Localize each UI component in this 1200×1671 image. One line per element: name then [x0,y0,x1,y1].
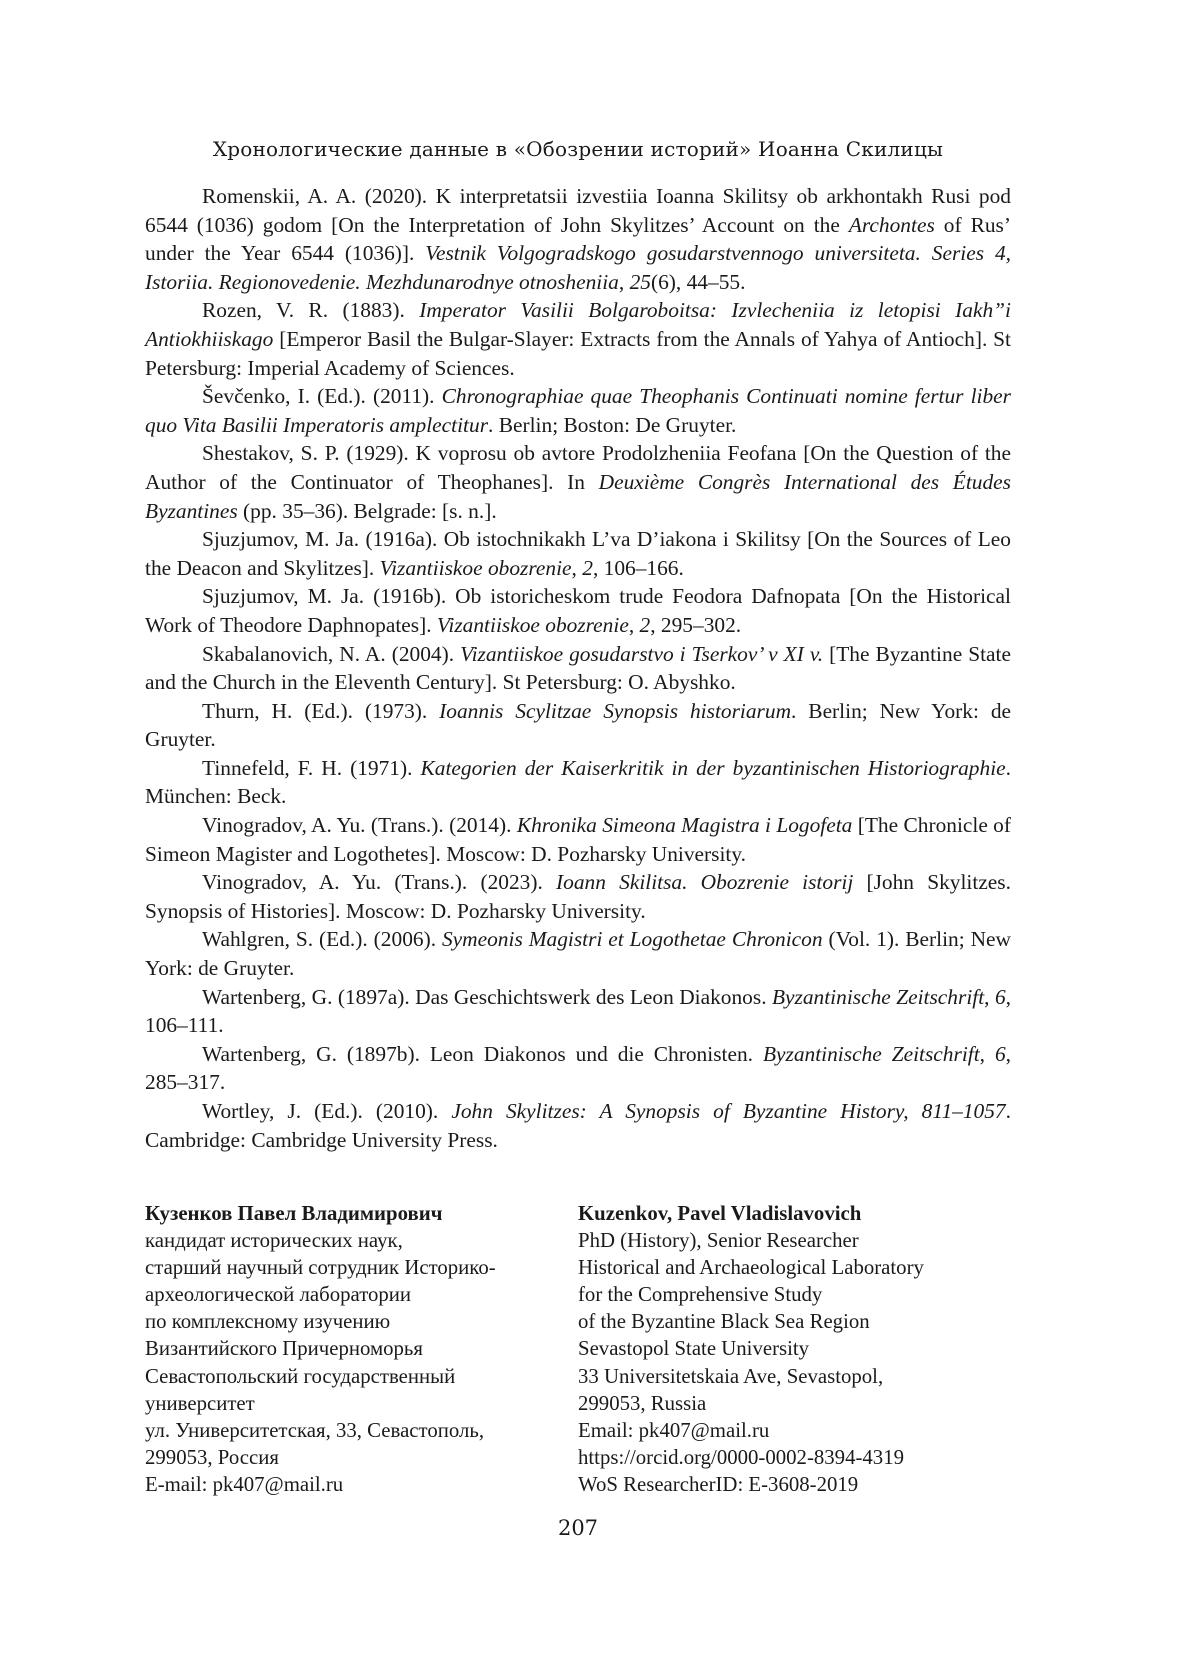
ref-text: Vinogradov, A. Yu. (Trans.). (2014). [202,813,517,838]
reference-entry [145,582,1011,639]
reference-entry [145,1097,1011,1154]
ref-text: Rozen, V. R. (1883). [202,298,420,323]
ref-text: [Emperor Basil the Bulgar-Slayer: Extracts from the Annals of Yahya of Antioch]. St Petersburg: Imperial Academy of Sciences. [145,326,1011,380]
ref-italic: 6 [994,984,1006,1009]
ref-text: of Rus’ under the Year 6544 (1036)]. [145,212,1011,266]
ref-text: Thurn, H. (Ed.). (1973). [202,698,440,723]
ref-italic: Ioann Skilitsa. Obozrenie istorij [556,870,854,895]
ref-text: Ševčenko, I. (Ed.). (2011). [202,384,442,409]
ref-italic: Vizantiiskoe obozrenie [379,555,572,580]
reference-entry [145,754,1011,811]
ref-text: Wartenberg, G. (1897b). Leon Diakonos und die Chronisten. [202,1041,763,1066]
ref-text: Wartenberg, G. (1897a). Das Geschichtswerk des Leon Diakonos. [202,984,772,1009]
author-name: Kuzenkov, Pavel Vladislavovich [578,1202,862,1225]
ref-italic: Symeonis Magistri et Logothetae Chronicon [441,927,823,952]
reference-entry [145,868,1011,925]
ref-italic: 2 [639,612,651,637]
ref-italic: Ioannis Scylitzae Synopsis historiarum [439,698,792,723]
author-orcid: https://orcid.org/0000-0002-8394-4319 [578,1445,904,1469]
reference-entry [145,983,1011,1040]
ref-text: , [628,612,640,637]
reference-entry [145,525,1011,582]
ref-text: Sjuzjumov, M. Ja. (1916b). Ob istoricheskom trude Feodora Dafnopata [On the Historical Work of Theodore Daphnopates]. [145,584,1011,637]
reference-entry [145,382,1011,439]
page-number: 207 [557,1516,599,1540]
author-detail-line: Historical and Archaeological Laboratory [578,1256,924,1280]
ref-italic: Kategorien der Kaiserkritik in der byzantinischen Historiographie [420,755,1006,780]
author-detail-line: университет [145,1391,255,1415]
author-email: E-mail: pk407@mail.ru [145,1472,344,1496]
running-header: Хронологические данные в «Обозрении историй» Иоанна Скилицы [212,137,944,161]
ref-text: (pp. 35–36). Belgrade: [s. n.]. [237,498,497,523]
ref-italic: Vizantiiskoe gosudarstvo i Tserkov’ v XI v. [460,641,824,666]
ref-text: , [571,555,583,580]
author-detail-line: старший научный сотрудник Историко- [145,1256,496,1280]
author-detail-line: по комплексному изучению [145,1310,391,1334]
ref-text: , [979,1041,995,1066]
reference-entry [145,439,1011,525]
ref-text: , 285–317. [145,1041,1012,1095]
reference-entry [145,1040,1011,1097]
author-info-russian [145,1200,565,1498]
reference-entry [145,925,1011,982]
reference-entry [145,640,1011,697]
ref-italic: 6 [994,1041,1006,1066]
ref-text: Wortley, J. (Ed.). (2010). [202,1099,452,1123]
author-detail-line: of the Byzantine Black Sea Region [578,1310,870,1334]
ref-italic: Imperator Vasilii Bolgaroboitsa: Izvlecheniia iz letopisi Iakh”i Antiokhiiskago [145,298,1011,351]
reference-list [145,182,1011,1154]
ref-text: [The Chronicle of Simeon Magister and Logothetes]. Moscow: D. Pozharsky University. [145,813,1012,866]
ref-italic: Vizantiiskoe obozrenie [436,612,629,637]
ref-text: . Berlin; New York: de Gruyter. [145,698,1012,752]
ref-text: Vinogradov, A. Yu. (Trans.). (2023). [202,870,557,895]
ref-italic: Byzantinische Zeitschrift [762,1041,980,1066]
ref-italic: Deuxième Congrès International des Études Byzantines [145,469,1011,523]
author-detail-line: кандидат исторических наук, [145,1229,403,1253]
reference-entry [145,811,1011,868]
journal-page [145,0,1011,1671]
author-name: Кузенков Павел Владимирович [145,1202,443,1225]
ref-text: . Cambridge: Cambridge University Press. [145,1099,1011,1152]
ref-text: , [618,269,630,294]
ref-italic: Chronographiae quae Theophanis Continuati nomine fertur liber quo Vita Basilii Imperatoris amplectitur [145,384,1011,437]
ref-text: (6), 44–55. [650,269,746,294]
ref-text: , 106–111. [145,984,1011,1038]
ref-text: Shestakov, S. P. (1929). K voprosu ob avtore Prodolzheniia Feofana [On the Question of the Author of the Continuator of Theophanes]. In [145,441,1011,494]
ref-italic: Vestnik Volgogradskogo gosudarstvennogo universiteta. Series 4, Istoriia. Regionovedenie. Mezhdunarodnye otnosheniia [145,241,1011,294]
ref-italic: Khronika Simeona Magistra i Logofeta [516,813,853,838]
author-detail-line: ул. Университетская, 33, Севастополь, [145,1418,485,1442]
reference-entry [145,296,1011,382]
ref-text: . München: Beck. [145,755,1011,809]
ref-text: [John Skylitzes. Synopsis of Histories]. Moscow: D. Pozharsky University. [145,870,1011,923]
ref-text: Sjuzjumov, M. Ja. (1916a). Ob istochnikakh L’va D’iakona i Skilitsy [On the Sources of Leo the Deacon and Skylitzes]. [145,527,1011,580]
ref-text: , 106–166. [592,555,684,580]
author-email: Email: pk407@mail.ru [578,1418,770,1442]
author-detail-line: Sevastopol State University [578,1337,810,1361]
ref-text: , 295–302. [650,612,742,637]
author-detail-line: 299053, Russia [578,1391,707,1415]
author-info-english [578,1200,1011,1498]
ref-italic: John Skylitzes: A Synopsis of Byzantine History, 811–1057 [451,1099,1006,1123]
ref-italic: 25 [629,269,651,294]
ref-text: . Berlin; Boston: De Gruyter. [488,412,737,437]
author-detail-line: PhD (History), Senior Researcher [578,1229,859,1253]
author-researcher-id: WoS ResearcherID: E-3608-2019 [578,1472,859,1496]
author-detail-line: Севастопольский государственный [145,1364,456,1388]
author-detail-line: археологической лаборатории [145,1283,412,1307]
ref-text: [The Byzantine State and the Church in the Eleventh Century]. St Petersburg: O. Abyshko. [145,641,1011,695]
ref-text: Tinnefeld, F. H. (1971). [202,755,421,780]
author-info [145,1200,1011,1500]
author-detail-line: 299053, Россия [145,1445,279,1469]
ref-text: (Vol. 1). Berlin; New York: de Gruyter. [145,927,1011,981]
ref-italic: 2 [582,555,593,580]
ref-text: Skabalanovich, N. A. (2004). [202,641,461,666]
author-detail-line: 33 Universitetskaia Ave, Sevastopol, [578,1364,884,1388]
ref-italic: Archontes [848,212,935,237]
ref-text: , [984,984,995,1009]
author-detail-line: for the Comprehensive Study [578,1283,823,1307]
ref-text: Romenskii, A. A. (2020). K interpretatsii izvestiia Ioanna Skilitsy ob arkhontakh Rusi pod 6544 (1036) godom [On the Interpretation of John Skylitzes’ Account on the [145,184,1011,237]
reference-entry [145,182,1011,296]
ref-text: Wahlgren, S. (Ed.). (2006). [202,927,442,952]
author-detail-line: Византийского Причерноморья [145,1337,423,1361]
reference-entry [145,697,1011,754]
ref-italic: Byzantinische Zeitschrift [771,984,985,1009]
